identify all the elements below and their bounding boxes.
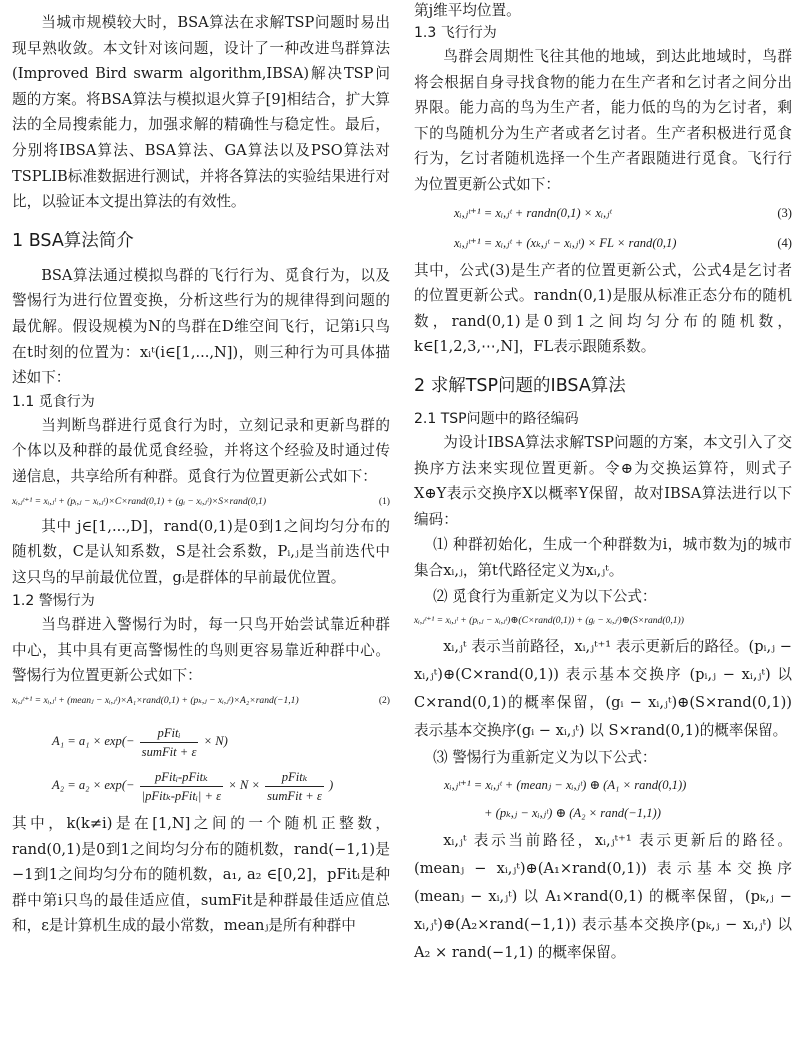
- equation-3-body: xᵢ,ⱼᵗ⁺¹ = xᵢ,ⱼᵗ + randn(0,1) × xᵢ,ⱼᵗ: [454, 205, 612, 220]
- subsection-1-1-heading: 1.1 觅食行为: [12, 393, 95, 410]
- equation-a2-numerator-2: pFitₖ: [265, 768, 324, 787]
- subsection-1-3-paragraph: 鸟群会周期性飞往其他的地域，到达此地域时，鸟群将会根据自身寻找食物的能力在生产者和乞讨者之间分出界限。能力高的鸟为生产者，能力低的鸟的为乞讨者，剩下的鸟随机分为生产者或者乞讨者。生产者积极进行觅食行为，乞讨者随机选择一个生产者跟随进行觅食。飞行行为位置更新公式如下：: [414, 48, 792, 193]
- section-1-paragraph: BSA算法通过模拟鸟群的飞行行为、觅食行为，以及警惕行为进行位置变换，分析这些行为的规律得到问题的最优解。假设规模为N的鸟群在D维空间飞行，记第i只鸟在t时刻的位置为：xᵢᵗ(i∈[1,...,N])，则三种行为可具体描述如下：: [12, 266, 390, 387]
- list-item-2-heading: ⑵ 觅食行为重新定义为以下公式：: [432, 587, 657, 605]
- equation-4-body: xᵢ,ⱼᵗ⁺¹ = xᵢ,ⱼᵗ + (xₖ,ⱼᵗ − xᵢ,ⱼᵗ) × FL × rand(0,1): [454, 235, 677, 250]
- equation-a1-denominator: sumFit + ε: [141, 744, 197, 759]
- equation-a1-lhs: A₁ = a₁ × exp(−: [52, 734, 135, 749]
- equation-5: [414, 609, 792, 633]
- subsection-2-1-heading: 2.1 TSP问题中的路径编码: [414, 410, 579, 427]
- subsection-2-1-paragraph: 为设计IBSA算法求解TSP问题的方案，本文引入了交换序方法来实现位置更新。令⊕为交换运算符，则式子X⊕Y表示交换序X以概率Y保留，故对IBSA算法进行以下编码：: [414, 433, 792, 528]
- equation-a2-denominator-2: sumFit + ε: [267, 788, 322, 803]
- subsection-1-1-paragraph: 当判断鸟群进行觅食行为时，立刻记录和更新鸟群的个体以及种群的最优觅食经验，并将这个经验及时通过传递信息，共享给所有种群。觅食行为位置更新公式如下：: [12, 416, 390, 485]
- equation-6-line-1: [414, 771, 792, 799]
- subsection-1-2-explanation: 其中，k(k≠i)是在[1,N]之间的一个随机正整数，rand(0,1)是0到1之间均匀分布的随机数，rand(−1,1)是−1到1之间均匀分布的随机数，a₁, a₂ ∈[0,2]，pFitᵢ是种群中第i只鸟的最佳适应值，sumFit是种群最佳适应值总和，ε是计算机生成的最小常数，meanⱼ是所有种群中: [12, 815, 390, 935]
- subsection-1-3-explanation: 其中，公式(3)是生产者的位置更新公式，公式4是乞讨者的位置更新公式。randn(0,1)是服从标准正态分布的随机数，rand(0,1)是0到1之间均匀分布的随机数，k∈[1,2,3,⋯,N]，FL表示跟随系数。: [414, 261, 792, 356]
- equation-6-line-2-body: + (pₖ,ⱼ − xᵢ,ⱼᵗ) ⊕ (A₂ × rand(−1,1)): [484, 805, 661, 820]
- equation-a2-middle: × N ×: [228, 778, 260, 793]
- equation-6-line-1-body: xᵢ,ⱼᵗ⁺¹ = xᵢ,ⱼᵗ + (meanⱼ − xᵢ,ⱼᵗ) ⊕ (A₁ × rand(0,1)): [444, 777, 687, 792]
- equation-a2-lhs: A₂ = a₂ × exp(−: [52, 778, 135, 793]
- equation-5-body: xᵢ,ⱼᵗ⁺¹ = xᵢ,ⱼᵗ + (pᵢ,ⱼ − xᵢ,ⱼᵗ)⊕(C×rand(0,1)) + (gᵢ − xᵢ,ⱼᵗ)⊕(S×rand(0,1)): [414, 615, 684, 627]
- intro-paragraph: 当城市规模较大时，BSA算法在求解TSP问题时易出现早熟收敛。本文针对该问题，设计了一种改进鸟群算法(Improved Bird swarm algorithm,IBSA)解决TSP问题的方案。将BSA算法与模拟退火算子[9]相结合，扩大算法的全局搜索能力，加强求解的精确性与稳定性。最后，分别将IBSA算法、BSA算法、GA算法以及PSO算法对TSPLIB标准数据进行测试，并将各算法的实验结果进行对比，以验证本文提出算法的有效性。: [12, 14, 390, 211]
- equation-6-line-2: [414, 799, 792, 827]
- list-item-3-heading: ⑶ 警惕行为重新定义为以下公式：: [432, 749, 657, 767]
- equation-3: [414, 198, 792, 228]
- continued-text: 第j维平均位置。: [414, 2, 521, 19]
- section-1-heading: 1 BSA算法简介: [12, 230, 134, 251]
- equation-a2-tail: ): [329, 778, 334, 793]
- equation-1-body: xᵢ,ⱼᵗ⁺¹ = xᵢ,ⱼᵗ + (pᵢ,ⱼ − xᵢ,ⱼᵗ)×C×rand(0,1) + (gᵢ − xᵢ,ⱼᵗ)×S×rand(0,1): [12, 495, 267, 507]
- subsection-1-2-paragraph: 当鸟群进入警惕行为时，每一只鸟开始尝试靠近种群中心，其中具有更高警惕性的鸟则更容易靠近种群中心。警惕行为位置更新公式如下：: [12, 616, 390, 685]
- subsection-1-3-heading: 1.3 飞行行为: [414, 25, 497, 41]
- left-column: [12, 0, 390, 939]
- equation-2: [12, 689, 390, 713]
- equation-a1-tail: × N): [203, 734, 228, 749]
- equation-a2-denominator-1: |pFitₖ-pFitᵢ| + ε: [141, 788, 222, 803]
- subsection-1-1-explanation: 其中 j∈[1,...,D]，rand(0,1)是0到1之间均匀分布的随机数，C是认知系数，S是社会系数，Pᵢ,ⱼ是当前迭代中这只鸟的早前最优位置，gᵢ是群体的早前最优位置。: [12, 517, 390, 586]
- list-item-1: ⑴ 种群初始化，生成一个种群数为i，城市数为j的城市集合xᵢ,ⱼ，第t代路径定义为xᵢ,ⱼᵗ。: [414, 536, 792, 579]
- list-item-3-paragraph: xᵢ,ⱼᵗ 表示当前路径，xᵢ,ⱼᵗ⁺¹ 表示更新后的路径。(meanⱼ − xᵢ,ⱼᵗ)⊕(A₁×rand(0,1)) 表示基本交换序(meanⱼ − xᵢ,ⱼᵗ) 以 A₁×rand(0,1) 的概率保留，(pₖ,ⱼ − xᵢ,ⱼᵗ)⊕(A₂×rand(−1,1)) 表示基本交换序(pₖ,ⱼ − xᵢ,ⱼᵗ) 以 A₂ × rand(−1,1) 的概率保留。: [414, 831, 792, 961]
- right-column: [414, 0, 792, 967]
- equation-a2: [12, 763, 390, 807]
- equation-1: [12, 490, 390, 514]
- equation-a2-fraction-1: [140, 768, 223, 805]
- equation-1-number: (1): [378, 495, 390, 507]
- equation-a1-numerator: pFitᵢ: [140, 724, 199, 743]
- equation-a1: [12, 719, 390, 763]
- section-2-heading: 2 求解TSP问题的IBSA算法: [414, 375, 626, 396]
- equation-a2-fraction-2: [265, 768, 324, 805]
- equation-2-body: xᵢ,ⱼᵗ⁺¹ = xᵢ,ⱼᵗ + (meanⱼ − xᵢ,ⱼᵗ)×A₁×rand(0,1) + (pₖ,ⱼ − xᵢ,ⱼᵗ)×A₂×rand(−1,1): [12, 695, 299, 707]
- subsection-1-2-heading: 1.2 警惕行为: [12, 593, 95, 610]
- equation-4-number: (4): [777, 235, 792, 250]
- equation-a2-numerator-1: pFitᵢ-pFitₖ: [140, 768, 223, 787]
- equation-4: [414, 228, 792, 258]
- equation-2-number: (2): [378, 695, 390, 707]
- equation-3-number: (3): [777, 205, 792, 220]
- equation-a1-fraction: [140, 724, 199, 761]
- list-item-2-paragraph: xᵢ,ⱼᵗ 表示当前路径，xᵢ,ⱼᵗ⁺¹ 表示更新后的路径。(pᵢ,ⱼ − xᵢ,ⱼᵗ)⊕(C×rand(0,1)) 表示基本交换序 (pᵢ,ⱼ − xᵢ,ⱼᵗ) 以C×rand(0,1)的概率保留，(gᵢ − xᵢ,ⱼᵗ)⊕(S×rand(0,1)) 表示基本交换序(gᵢ − xᵢ,ⱼᵗ) 以 S×rand(0,1)的概率保留。: [414, 638, 792, 740]
